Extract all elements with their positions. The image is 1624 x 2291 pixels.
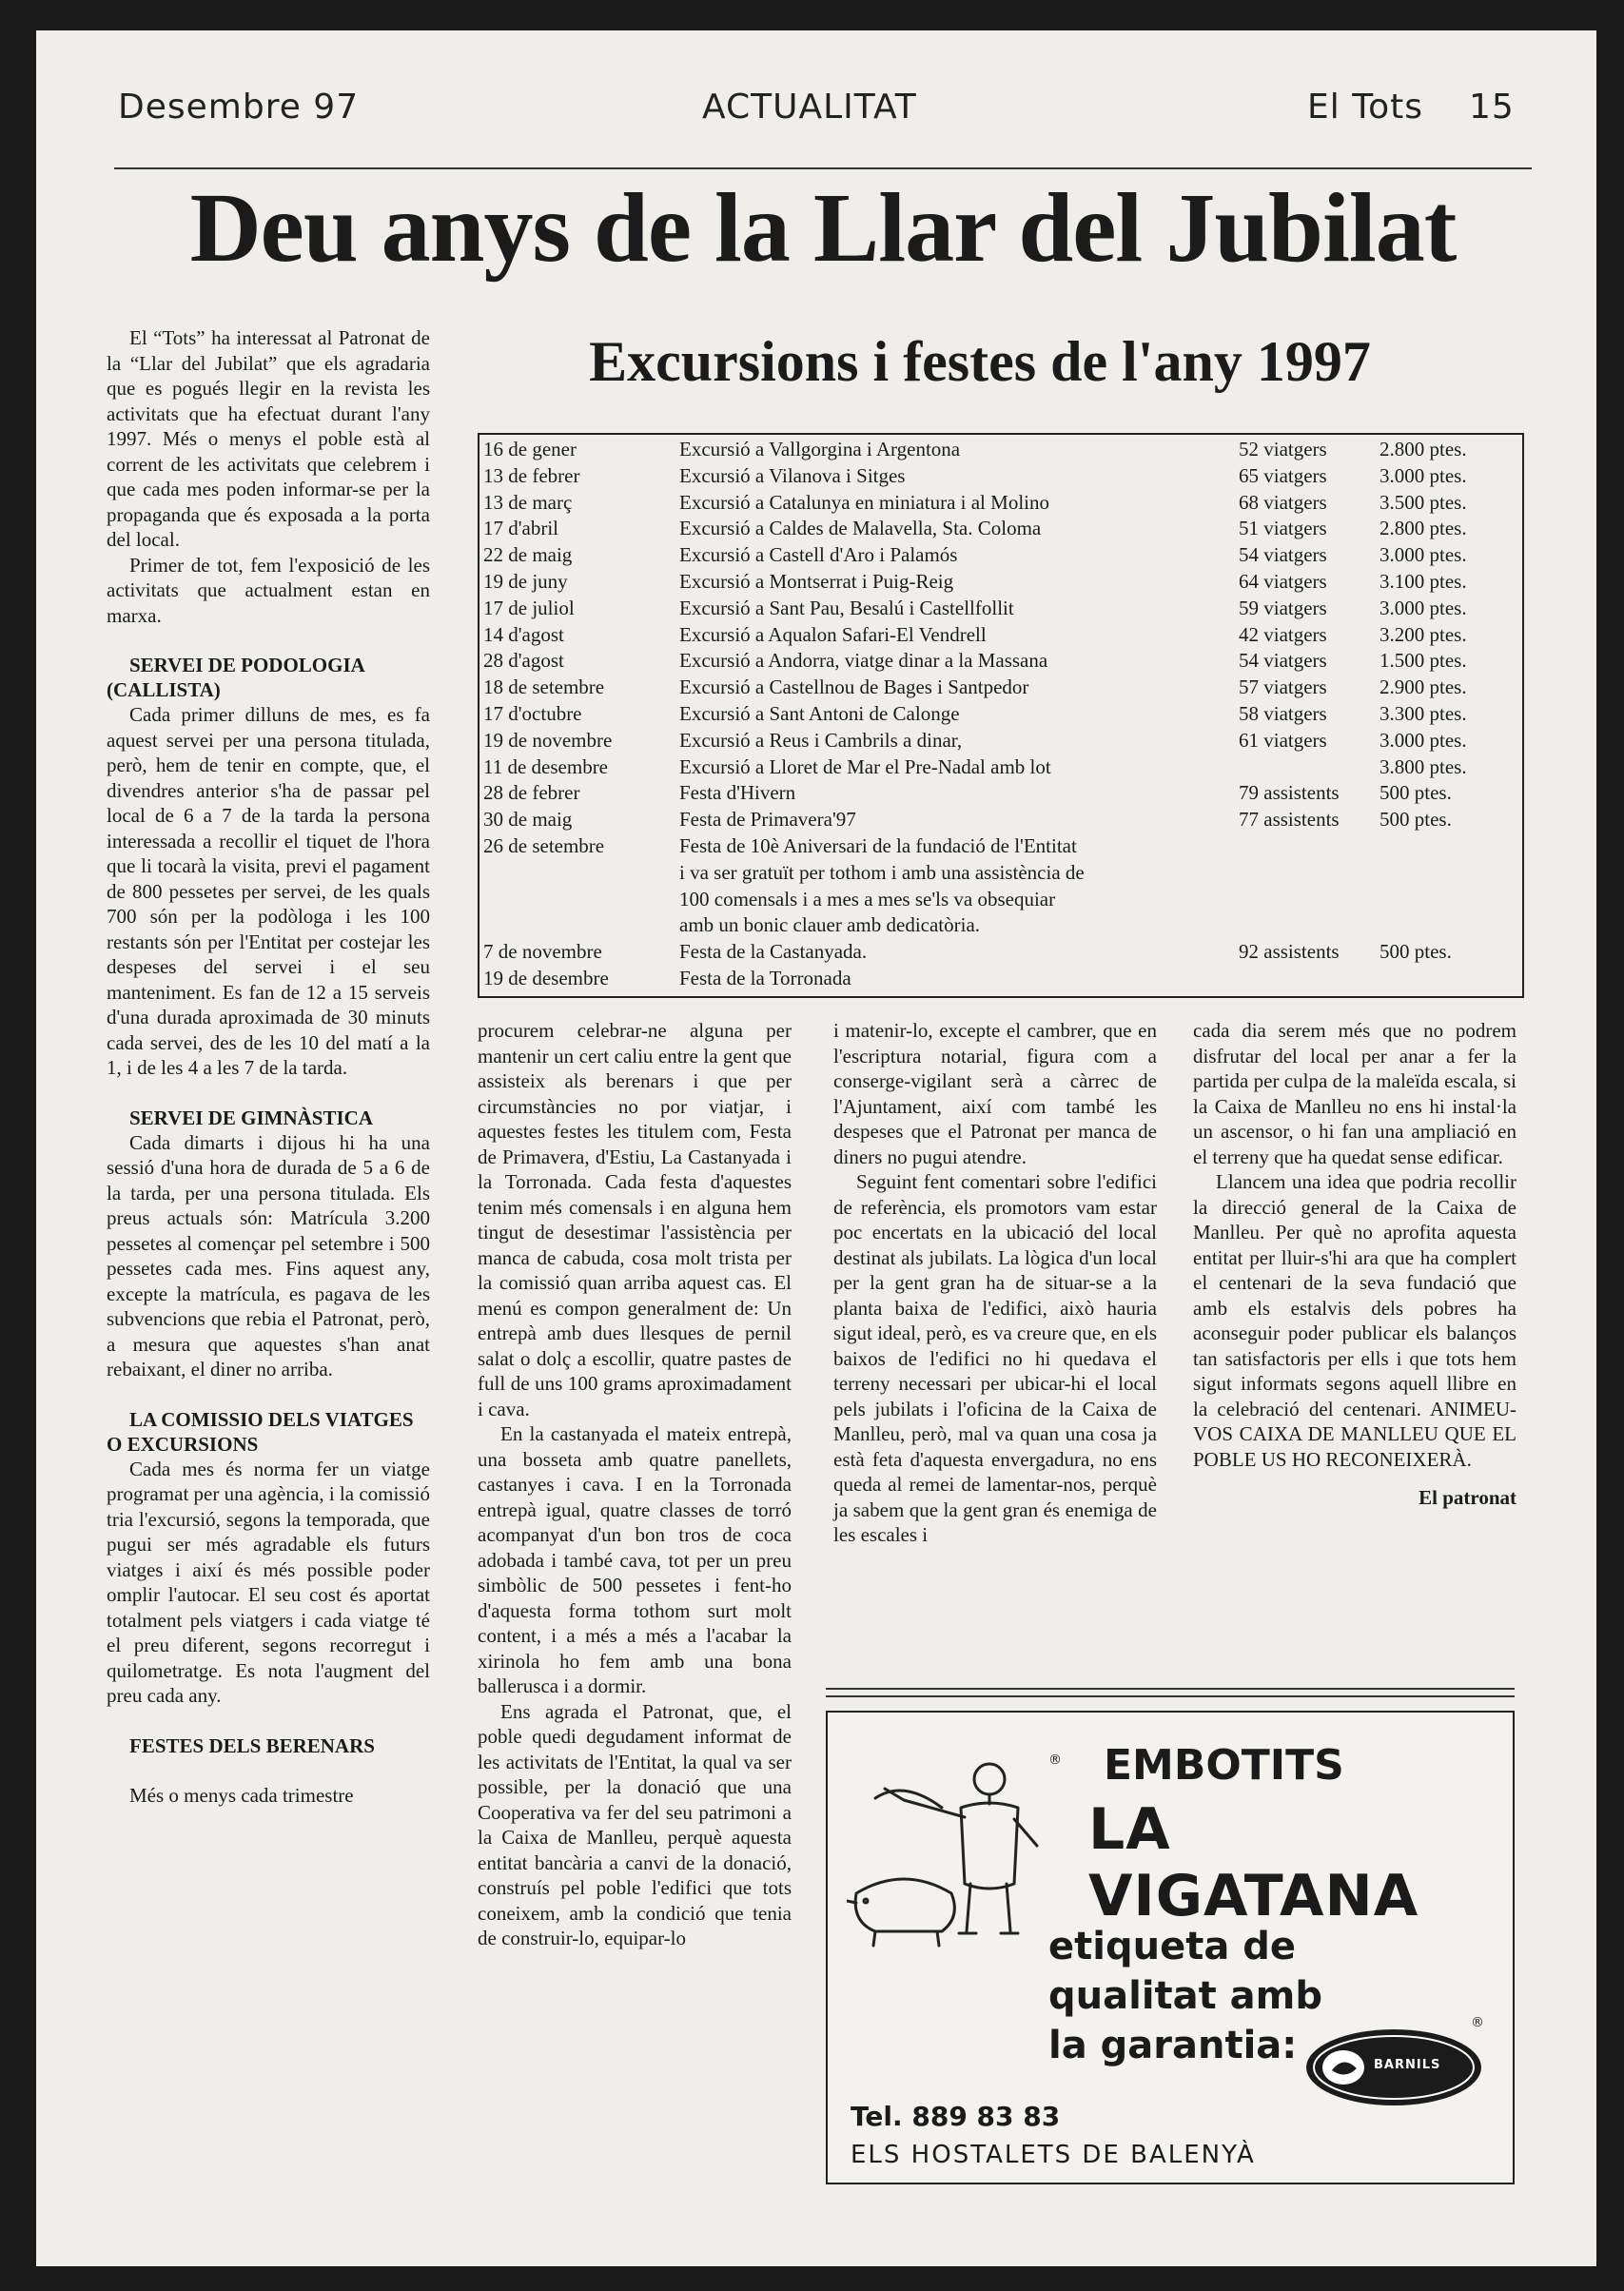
table-row [479, 650, 1522, 672]
row-people: 54 viatgers [1239, 543, 1327, 567]
row-people: 64 viatgers [1239, 570, 1327, 593]
paragraph: Llancem una idea que podria recollir la direcció general de la Caixa de Manlleu. Per què no aprofita aquesta entitat per lluir-s'hi ara que ha complert el centenari de la seva fundació que amb els estalvis dels pobres ha aconseguir poder publicar els balanços tan satisfactoris per ells i que tots hem sigut informats segons aquell llibre en la celebració del centenari. ANIMEU-VOS CAIXA DE MANLLEU QUE EL POBLE US HO RECONEIXERÀ. [1193, 1170, 1516, 1471]
row-price: 3.000 ptes. [1379, 543, 1467, 567]
ad-tagline-line: la garantia: [1048, 2024, 1298, 2067]
row-price: 3.000 ptes. [1379, 728, 1467, 752]
row-event: Excursió a Castell d'Aro i Palamós [679, 543, 958, 567]
table-row [479, 439, 1522, 460]
paragraph: Més o menys cada trimestre [129, 1783, 354, 1807]
row-event: Festa de Primavera'97 [679, 808, 856, 832]
row-price: 500 ptes. [1379, 808, 1452, 832]
article-column-1 [107, 325, 430, 1808]
row-price: 3.000 ptes. [1379, 463, 1467, 487]
barnils-badge [1303, 2027, 1484, 2108]
row-event: amb un bonic clauer amb dedicatòria. [679, 913, 981, 937]
table-row [479, 465, 1522, 487]
row-price: 2.800 ptes. [1379, 438, 1467, 460]
table-row [479, 914, 1522, 936]
row-price: 500 ptes. [1379, 940, 1452, 964]
row-date: 17 d'octubre [483, 702, 582, 725]
signature: El patronat [1419, 1486, 1516, 1509]
table-row [479, 941, 1522, 963]
row-date: 13 de febrer [483, 463, 580, 487]
row-date: 17 de juliol [483, 596, 575, 619]
table-row [479, 756, 1522, 778]
table-row [479, 676, 1522, 698]
ad-tagline-line: etiqueta de [1048, 1925, 1296, 1968]
ad-tagline [1048, 1922, 1322, 2070]
ad-rule-bottom [826, 1695, 1515, 1697]
row-people: 51 viatgers [1239, 517, 1327, 540]
excursions-table [478, 433, 1524, 998]
row-date: 19 de novembre [483, 728, 613, 752]
row-people: 92 assistents [1239, 940, 1340, 964]
row-price: 3.200 ptes. [1379, 622, 1467, 646]
paragraph: procurem celebrar-ne alguna per mantenir un cert caliu entre la gent que assisteix als berenars i que per circumstàncies no por viatjar, i aquestes festes les titulem com, Festa de Primavera, d'Estiu, La Castanyada i la Torronada. Cada festa d'aquestes tenim més comensals i en alguna hem tingut de desestimar l'assistència per manca de cabuda, cosa molt trista per la comissió quan arriba aquest cas. El menú es compon generalment de: Un entrepà amb dues llesques de pernil salat o dolç a escollir, quatre pastes de full de uns 100 grams aproximadament i cava. [478, 1019, 792, 1420]
row-people: 59 viatgers [1239, 596, 1327, 619]
row-event: Festa de la Castanyada. [679, 940, 868, 964]
row-people: 57 viatgers [1239, 676, 1327, 699]
row-price: 2.900 ptes. [1379, 676, 1467, 699]
row-event: Excursió a Andorra, viatge dinar a la Massana [679, 649, 1048, 673]
page-number: 15 [1469, 88, 1515, 127]
row-people: 68 viatgers [1239, 490, 1327, 514]
table-row [479, 809, 1522, 831]
ad-brand-line-1: EMBOTITS [1104, 1741, 1344, 1790]
row-event: Excursió a Montserrat i Puig-Reig [679, 570, 954, 593]
row-event: Excursió a Caldes de Malavella, Sta. Coloma [679, 517, 1042, 540]
row-price: 3.100 ptes. [1379, 570, 1467, 593]
row-event: Excursió a Catalunya en miniatura i al Molino [679, 490, 1049, 514]
ad-rule-top [826, 1688, 1515, 1690]
row-people: 52 viatgers [1239, 438, 1327, 460]
row-date: 30 de maig [483, 808, 573, 832]
article-title: Deu anys de la Llar del Jubilat [189, 173, 1457, 283]
article-column-3 [833, 1018, 1157, 1548]
row-date: 13 de març [483, 490, 573, 514]
row-date: 22 de maig [483, 543, 573, 567]
row-price: 500 ptes. [1379, 781, 1452, 805]
advertisement [826, 1711, 1515, 2184]
table-title: Excursions i festes de l'any 1997 [589, 330, 1371, 393]
row-date: 14 d'agost [483, 622, 564, 646]
row-people: 61 viatgers [1239, 728, 1327, 752]
table-row [479, 597, 1522, 619]
paragraph: cada dia serem més que no podrem disfrutar del local per anar a fer la partida per culpa de la maleïda escala, si la Caixa de Manlleu no ens hi instal·la un ascensor, o hi fan una ampliació en el terreny que ha quedat sense edificar. [1193, 1019, 1516, 1168]
row-price: 1.500 ptes. [1379, 649, 1467, 673]
row-people: 54 viatgers [1239, 649, 1327, 673]
section-name: ACTUALITAT [702, 88, 917, 127]
row-price: 3.300 ptes. [1379, 702, 1467, 725]
table-row [479, 492, 1522, 514]
row-event: Festa d'Hivern [679, 781, 796, 805]
row-event: Excursió a Sant Pau, Besalú i Castellfollit [679, 596, 1014, 619]
row-people: 79 assistents [1239, 781, 1340, 805]
registered-mark: ® [1471, 2015, 1484, 2030]
table-row [479, 703, 1522, 725]
table-row [479, 571, 1522, 593]
row-price: 2.800 ptes. [1379, 517, 1467, 540]
row-date: 17 d'abril [483, 517, 559, 540]
paragraph: El “Tots” ha interessat al Patronat de la “Llar del Jubilat” que els agradaria que es pogués llegir en la revista les activitats que ha efectuat durant l'any 1997. Més o menys el poble està al corrent de les activitats que celebrem i que cada mes poden informar-se per la propaganda que és exposada a la porta del local. [107, 326, 430, 551]
row-event: 100 comensals i a mes a mes se'ls va obsequiar [679, 887, 1056, 911]
row-date: 11 de desembre [483, 754, 609, 778]
row-price: 3.800 ptes. [1379, 754, 1467, 778]
header-rule [114, 167, 1532, 169]
registered-mark: ® [1048, 1753, 1062, 1768]
row-people: 58 viatgers [1239, 702, 1327, 725]
row-event: Excursió a Reus i Cambrils a dinar, [679, 728, 963, 752]
section-heading: LA COMISSIO DELS VIATGES O EXCURSIONS [107, 1407, 414, 1456]
table-row [479, 518, 1522, 539]
paragraph: Seguint fent comentari sobre l'edifici de referència, els promotors vam estar poc encertats en la ubicació del local destinat als jubilats. La lògica d'un local per la gent gran ha de situar-se a la planta baixa de l'edifici, això hauria sigut ideal, però, es va creure que, en els baixos de l'edifici no hi quedava el terreny necessari per ubicar-hi el local pels jubilats i l'oficina de la Caixa de Manlleu, però, mal va quan una cosa ja està feta d'aquesta envergadura, no ens queda al remei de lamentar-nos, perquè ja sabem que la gent gran és enemiga de les escales i [833, 1170, 1157, 1546]
row-event: Excursió a Vilanova i Sitges [679, 463, 906, 487]
section-heading: SERVEI DE PODOLOGIA (CALLISTA) [107, 654, 364, 701]
paragraph: Cada mes és norma fer un viatge programat per una agència, i la comissió tria l'excursió, segons la temporada, que pugui ser més agradable els futurs viatges i així és més possible poder omplir l'autocar. El seu cost és aportat totalment pels viatgers i cada viatge té el preu diferent, segons recorregut i quilometratge. Es nota l'augment del preu cada any. [107, 1457, 430, 1707]
row-event: Excursió a Lloret de Mar el Pre-Nadal amb lot [679, 754, 1051, 778]
row-people: 42 viatgers [1239, 622, 1327, 646]
section-heading: FESTES DELS BERENARS [129, 1733, 375, 1757]
row-date: 28 d'agost [483, 649, 564, 673]
ad-tagline-line: qualitat amb [1048, 1974, 1322, 2018]
table-row [479, 889, 1522, 911]
section-heading: SERVEI DE GIMNÀSTICA [129, 1106, 373, 1129]
row-event: Excursió a Sant Antoni de Calonge [679, 702, 960, 725]
table-row [479, 624, 1522, 646]
table-row [479, 782, 1522, 804]
ad-address: ELS HOSTALETS DE BALENYÀ [851, 2141, 1256, 2169]
row-event: Excursió a Aqualon Safari-El Vendrell [679, 622, 987, 646]
row-date: 7 de novembre [483, 940, 602, 964]
farmer-with-pig-illustration-icon [847, 1751, 1056, 1969]
row-price: 3.000 ptes. [1379, 596, 1467, 619]
article-column-4 [1193, 1018, 1516, 1511]
paragraph: Cada dimarts i dijous hi ha una sessió d'una hora de durada de 5 a 6 de la tarda, per una persona titulada. Els preus actuals són: Matrícula 3.200 pessetes al començar pel setembre i 500 pessetes cada mes. Fins aquest any, excepte la matrícula, es pagava de les subvencions que rebia el Patronat, però, a mesura que aquestes s'han anat rebaixant, el diner no arriba. [107, 1130, 430, 1380]
table-row [479, 968, 1522, 989]
row-date: 19 de juny [483, 570, 568, 593]
publication-name: El Tots [1307, 88, 1423, 127]
article-column-2 [478, 1018, 792, 1951]
row-people: 65 viatgers [1239, 463, 1327, 487]
row-date: 19 de desembre [483, 967, 609, 989]
row-date: 28 de febrer [483, 781, 580, 805]
row-event: i va ser gratuït per tothom i amb una assistència de [679, 860, 1085, 884]
table-row [479, 835, 1522, 857]
ad-phone [851, 2101, 1060, 2132]
paragraph: i matenir-lo, excepte el cambrer, que en l'escriptura notarial, figura com a conserge-vigilant serà a càrrec de l'Ajuntament, així com també les despeses que el Patronat per manca de diners no pugui atendre. [833, 1019, 1157, 1168]
phone-label: Tel. [851, 2101, 903, 2132]
table-row [479, 862, 1522, 884]
issue-date: Desembre 97 [118, 88, 360, 127]
row-people: 77 assistents [1239, 808, 1340, 832]
row-event: Festa de la Torronada [679, 967, 851, 989]
badge-label: BARNILS [1374, 2058, 1441, 2072]
paragraph: En la castanyada el mateix entrepà, una bosseta amb quatre panellets, castanyes i cava. I en la Torronada entrepà igual, quatre classes de torró acompanyat d'un bon tros de coca adobada i també cava, tot per un preu simbòlic de 500 pessetes i fent-ho d'aquesta forma tothom surt molt content, i a més a més a l'acabar la xirinola ho fem amb una bona ballerusca i a dormir. [478, 1422, 792, 1697]
paragraph: Ens agrada el Patronat, que, el poble quedi degudament informat de les activitats de l'Entitat, la qual va ser possible, per la donació que una Cooperativa va fer del seu patrimoni a la Caixa de Manlleu, perquè aquesta entitat bancària a canvi de la donació, construís pel poble l'edifici que tots coneixem, amb la condició que tenia de construir-lo, equipar-lo [478, 1699, 792, 1949]
table-row [479, 544, 1522, 566]
row-date: 26 de setembre [483, 834, 605, 857]
table-row [479, 730, 1522, 752]
row-event: Excursió a Vallgorgina i Argentona [679, 438, 961, 460]
row-date: 16 de gener [483, 438, 577, 460]
phone-number: 889 83 83 [911, 2101, 1061, 2132]
row-price: 3.500 ptes. [1379, 490, 1467, 514]
row-event: Festa de 10è Aniversari de la fundació de l'Entitat [679, 834, 1077, 857]
paragraph: Cada primer dilluns de mes, es fa aquest servei per una persona titulada, però, hem de tenir en compte, que, el divendres anterior s'ha de passar pel local de 6 a 7 de la tarda la persona interessada a recollir el tiquet de l'hora que li tocarà la visita, previ el pagament de 800 pessetes per servei, de les quals 700 són per la podòloga i les 100 restants són per l'Entitat per costejar les despeses del servei i el seu manteniment. Es fan de 12 a 15 serveis d'una durada aproximada de 30 minuts cada servei, des de les 10 del matí a la 1, i de les 4 a les 7 de la tarda. [107, 703, 430, 1079]
row-date: 18 de setembre [483, 676, 605, 699]
row-event: Excursió a Castellnou de Bages i Santpedor [679, 676, 1029, 699]
ad-brand-line-2: LA VIGATANA [1088, 1796, 1419, 1929]
paragraph: Primer de tot, fem l'exposició de les activitats que actualment estan en marxa. [107, 553, 430, 627]
